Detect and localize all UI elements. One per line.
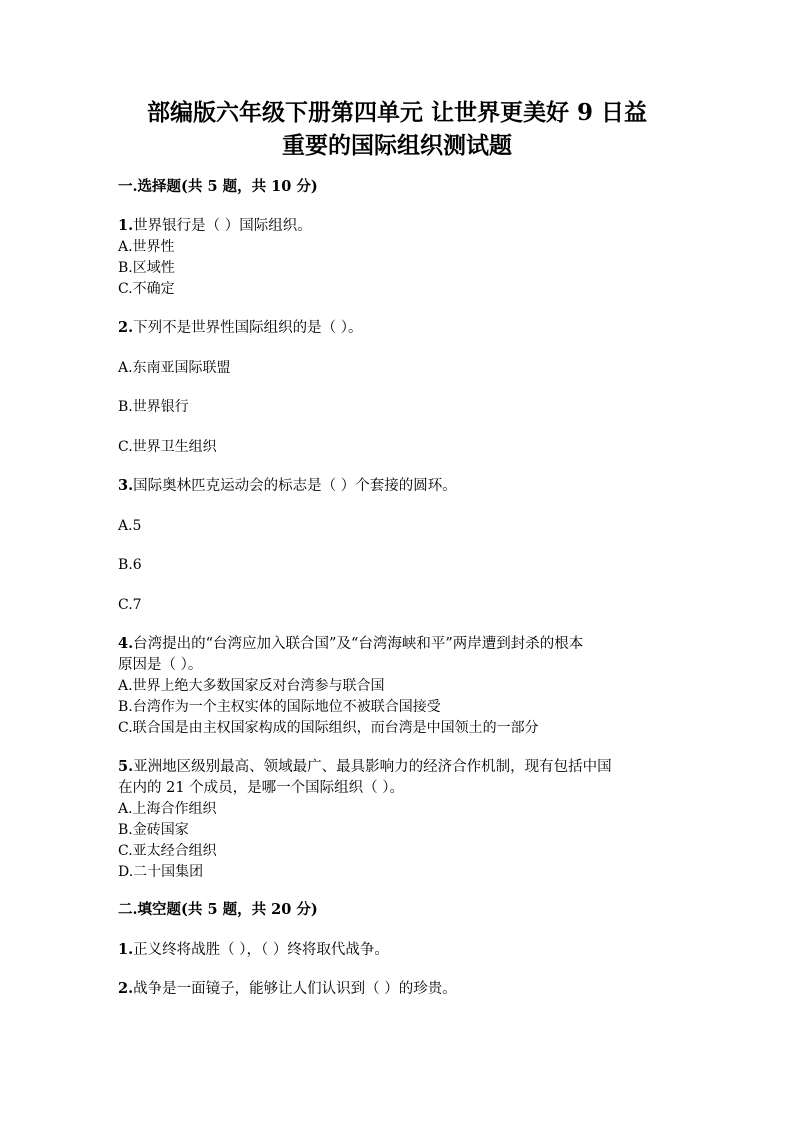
option: C.世界卫生组织	[118, 439, 217, 455]
option: A.东南亚国际联盟	[118, 360, 231, 376]
section-heading-fill-blank: 二.填空题(共 5 题，共 20 分)	[118, 901, 318, 918]
section-heading-choice: 一.选择题(共 5 题，共 10 分)	[118, 178, 318, 195]
option: C.亚太经合组织	[118, 843, 217, 859]
question-3	[118, 476, 688, 496]
question-2	[118, 318, 688, 338]
option: A.世界性	[118, 239, 175, 255]
question-1	[118, 216, 688, 236]
question-number: 2.	[118, 319, 134, 336]
fill-question-2	[118, 979, 688, 999]
question-5-continued: 在内的 21 个成员，是哪一个国际组织（ ）。	[118, 780, 405, 796]
document-title-line-2: 重要的国际组织测试题	[282, 132, 512, 159]
option: D.二十国集团	[118, 864, 204, 880]
question-text: 下列不是世界性国际组织的是（ ）。	[133, 320, 363, 336]
question-number: 4.	[118, 635, 134, 652]
question-number: 2.	[118, 980, 134, 997]
option: B.6	[118, 557, 142, 573]
question-5	[118, 757, 688, 777]
option: B.台湾作为一个主权实体的国际地位不被联合国接受	[118, 699, 441, 715]
question-4	[118, 634, 688, 654]
question-number: 1.	[118, 941, 134, 958]
option: A.世界上绝大多数国家反对台湾参与联合国	[118, 678, 385, 694]
question-number: 1.	[118, 217, 134, 234]
question-4-continued: 原因是（ ）。	[118, 657, 203, 673]
option: C.联合国是由主权国家构成的国际组织，而台湾是中国领土的一部分	[118, 720, 539, 736]
document-title-line-1: 部编版六年级下册第四单元 让世界更美好 9 日益	[146, 99, 648, 126]
question-number: 3.	[118, 477, 134, 494]
option: B.金砖国家	[118, 822, 189, 838]
question-text: 亚洲地区级别最高、领域最广、最具影响力的经济合作机制，现有包括中国	[133, 759, 612, 775]
question-number: 5.	[118, 758, 134, 775]
option: C.不确定	[118, 281, 175, 297]
question-text: 正义终将战胜（ ），（ ）终将取代战争。	[133, 942, 389, 958]
question-text: 国际奥林匹克运动会的标志是（ ）个套接的圆环。	[133, 478, 457, 494]
question-text: 战争是一面镜子，能够让人们认识到（ ）的珍贵。	[133, 981, 457, 997]
question-text: 台湾提出的“台湾应加入联合国”及“台湾海峡和平”两岸遭到封杀的根本	[133, 636, 584, 652]
option: A.5	[118, 518, 142, 534]
question-text: 世界银行是（ ）国际组织。	[133, 218, 312, 234]
option: C.7	[118, 597, 142, 613]
fill-question-1	[118, 940, 688, 960]
option: B.世界银行	[118, 399, 189, 415]
option: A.上海合作组织	[118, 801, 217, 817]
option: B.区域性	[118, 260, 175, 276]
